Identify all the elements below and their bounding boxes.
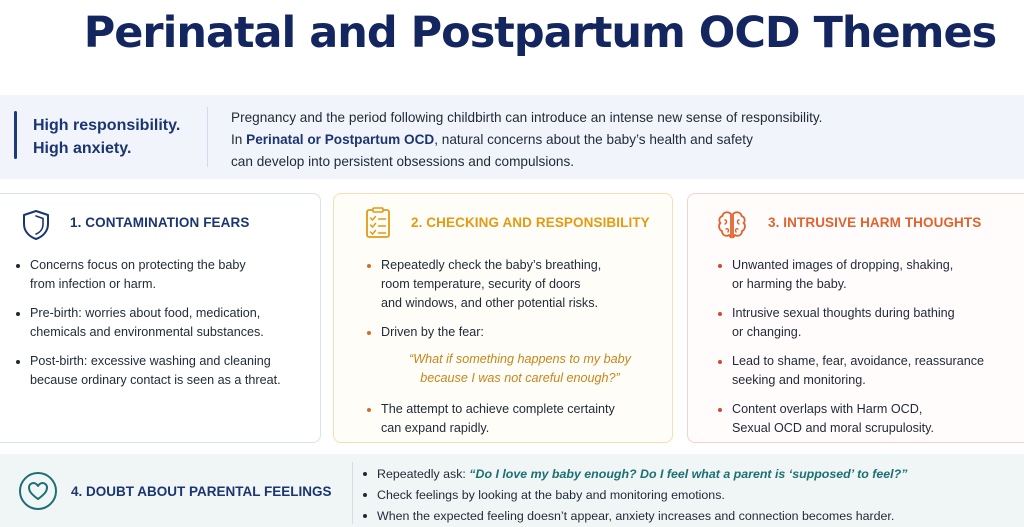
quote-line: “What if something happens to my baby	[409, 352, 631, 366]
bullet-text: Repeatedly check the baby’s breathing,	[381, 258, 602, 272]
bullet-list	[366, 256, 666, 448]
bullet-text: Pre-birth: worries about food, medication,	[30, 306, 261, 320]
tagline-line-1: High responsibility.	[33, 117, 181, 134]
intro-line-2-prefix: In	[231, 132, 247, 147]
intro-line-3: can develop into persistent obsessions and compulsions.	[231, 154, 575, 169]
bullet-text: Repeatedly ask:	[377, 467, 470, 481]
shield-icon	[19, 208, 53, 242]
bullet-text: room temperature, security of doors	[381, 277, 581, 291]
intro-line-2-suffix: , natural concerns about the baby’s health and safety	[434, 132, 753, 147]
list-item	[366, 256, 666, 313]
bullet-text: or harming the baby.	[732, 277, 847, 291]
bullet-text: Sexual OCD and moral scrupulosity.	[732, 421, 935, 435]
tagline-line-2: High anxiety.	[33, 140, 132, 157]
list-item	[717, 352, 1024, 390]
list-item	[717, 304, 1024, 342]
section-title: 4. DOUBT ABOUT PARENTAL FEELINGS	[71, 484, 332, 499]
accent-bar	[14, 111, 17, 159]
intro-line-2	[231, 129, 1021, 151]
card-intrusive-harm-thoughts	[687, 193, 1024, 443]
brain-icon	[715, 208, 749, 242]
list-item: When the expected feeling doesn’t appear, anxiety increases and connection becomes harder.	[362, 506, 907, 526]
intro-text	[231, 107, 1021, 173]
doubt-parental-feelings-panel	[0, 454, 1024, 527]
tagline	[33, 114, 180, 160]
list-item	[15, 352, 315, 390]
bullet-text: chemicals and environmental substances.	[30, 325, 264, 339]
card-title: 1. CONTAMINATION FEARS	[70, 215, 250, 230]
bullet-text: Intrusive sexual thoughts during bathing	[732, 306, 955, 320]
list-item	[362, 464, 907, 484]
bullet-text: or changing.	[732, 325, 802, 339]
list-item: Check feelings by looking at the baby and monitoring emotions.	[362, 485, 907, 505]
bullet-text: and windows, and other potential risks.	[381, 296, 599, 310]
page-title: Perinatal and Postpartum OCD Themes	[83, 8, 997, 58]
bullet-list	[15, 256, 315, 400]
bullet-list	[717, 256, 1024, 448]
list-item	[717, 400, 1024, 438]
parent-quote: “Do I love my baby enough? Do I feel what a parent is ‘supposed’ to feel?”	[469, 467, 908, 481]
bullet-text: can expand rapidly.	[381, 421, 490, 435]
fear-quote	[366, 350, 666, 388]
list-item	[15, 304, 315, 342]
divider	[352, 462, 353, 524]
bullet-text: seeking and monitoring.	[732, 373, 866, 387]
list-item	[366, 323, 666, 342]
divider	[207, 107, 208, 167]
card-checking-responsibility	[333, 193, 673, 443]
list-item	[15, 256, 315, 294]
bullet-text: from infection or harm.	[30, 277, 156, 291]
bullet-text: because ordinary contact is seen as a threat.	[30, 373, 281, 387]
intro-panel	[0, 95, 1024, 179]
bullet-text: Post-birth: excessive washing and cleaning	[30, 354, 271, 368]
bullet-text: Unwanted images of dropping, shaking,	[732, 258, 954, 272]
card-title: 3. INTRUSIVE HARM THOUGHTS	[768, 215, 982, 230]
intro-line-1: Pregnancy and the period following childbirth can introduce an intense new sense of responsibility.	[231, 110, 823, 125]
intro-highlight: Perinatal or Postpartum OCD	[246, 132, 435, 147]
bullet-text: Lead to shame, fear, avoidance, reassurance	[732, 354, 985, 368]
heart-icon	[18, 471, 58, 511]
bullet-list	[362, 464, 907, 527]
quote-line: because I was not careful enough?”	[420, 371, 620, 385]
list-item	[717, 256, 1024, 294]
bullet-text: Driven by the fear:	[381, 325, 484, 339]
list-item	[366, 400, 666, 438]
card-title: 2. CHECKING AND RESPONSIBILITY	[411, 215, 650, 230]
bullet-text: The attempt to achieve complete certainty	[381, 402, 615, 416]
bullet-text: Concerns focus on protecting the baby	[30, 258, 246, 272]
bullet-text: Content overlaps with Harm OCD,	[732, 402, 923, 416]
checklist-icon	[361, 206, 395, 240]
card-contamination-fears	[0, 193, 321, 443]
